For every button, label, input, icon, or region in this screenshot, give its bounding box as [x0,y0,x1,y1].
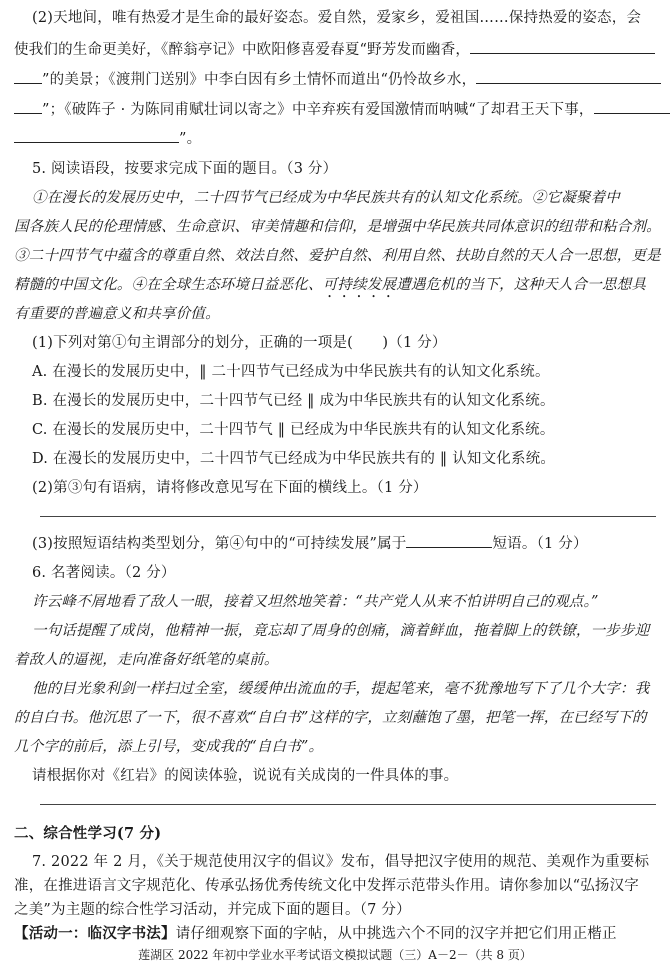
q5-sub3-text-a: (3)按照短语结构类型划分，第④句中的“可持续发展”属于 [32,536,407,552]
q5-dotted-phrase: 可持续发展 [322,277,397,293]
q5-option-c[interactable]: C. 在漫长的发展历史中，二十四节气 ‖ 已经成为中华民族共有的认知文化系统。 [32,422,555,438]
q4-item2-line2 [14,38,656,59]
q5-sub3-blank[interactable] [406,533,492,548]
q4-item2-text1: (2)天地间，唯有热爱才是生命的最好姿态。爱自然，爱家乡，爱祖国……保持热爱的姿态，会 [32,10,642,26]
activity1-tag: 【活动一：临汉字书法】 [14,925,176,942]
q4-item2-text3: ”的美景；《渡荆门送别》中李白因有乡土情怀而道出“仍怜故乡水， [42,72,477,88]
q5-sub3 [14,532,656,553]
q5-option-b[interactable]: B. 在漫长的发展历史中，二十四节气已经 ‖ 成为中华民族共有的认知文化系统。 [32,393,555,409]
q4-item2-line3 [14,68,656,89]
q4-item2-text4: ”；《破阵子 · 为陈同甫赋壮词以寄之》中辛弃疾有爱国激情而呐喊“了却君王天下事， [42,102,594,118]
q6-excerpt-line1: 许云峰不屑地看了敌人一眼，接着又坦然地笑着：“共产党人从来不怕讲明自己的观点。” [32,594,599,610]
q5-option-d[interactable]: D. 在漫长的发展历史中，二十四节气已经成为中华民族共有的 ‖ 认知文化系统。 [32,451,556,467]
q5-passage-line2: 国各族人民的伦理情感、生命意识、审美情趣和信仰，是增强中华民族共同体意识的纽带和粘合剂。 [14,219,661,235]
q4-item2-line5 [14,127,656,148]
q6-prompt: 请根据你对《红岩》的阅读体验，说说有关成岗的一件具体的事。 [32,768,459,784]
q4-item2-line4 [14,98,656,119]
q5-title: 5. 阅读语段，按要求完成下面的题目。（3 分） [32,161,338,177]
q6-answer-line[interactable] [40,804,656,805]
blank-2-cont[interactable] [14,99,42,114]
q6-excerpt-line2: 一句话提醒了成岗，他精神一振，竟忘却了周身的创痛，滴着鲜血，拖着脚上的铁镣，一步步迎 [32,623,650,639]
section2-title: 二、综合性学习(7 分) [14,825,162,842]
q6-title: 6. 名著阅读。（2 分） [32,565,176,581]
activity1-text: 请仔细观察下面的字帖，从中挑选六个不同的汉字并把它们用正楷正 [175,926,617,942]
blank-1-cont[interactable] [14,69,42,84]
q5-sub2-title: (2)第③句有语病，请将修改意见写在下面的横线上。（1 分） [32,480,428,496]
q6-excerpt-line3: 着敌人的逼视，走向准备好纸笔的桌前。 [14,652,279,668]
q4-item2-text5: ”。 [179,131,202,147]
activity1-line [14,922,656,943]
q4-item2-text2: 使我们的生命更美好，《醉翁亭记》中欧阳修喜爱春夏“野芳发而幽香， [14,42,471,58]
q5-passage-line1: ①在漫长的发展历史中，二十四节气已经成为中华民族共有的认知文化系统。②它凝聚着中 [32,190,620,206]
q7-line2: 准，在推进语言文字规范化、传承弘扬优秀传统文化中发挥示范带头作用。请你参加以“弘扬汉字 [14,878,640,894]
q5-sub3-text-b: 短语。（1 分） [492,536,588,552]
page-footer: 莲湖区 2022 年初中学业水平考试语文模拟试题（三）A－2－（共 8 页） [138,948,532,962]
blank-3-cont[interactable] [14,128,179,143]
q7-line1: 7. 2022 年 2 月，《关于规范使用汉字的倡议》发布，倡导把汉字使用的规范、美观作为重要标 [32,854,650,870]
q4-item2-line1 [14,6,656,27]
q6-excerpt-line4: 他的目光象利剑一样扫过全室，缓缓伸出流血的手，提起笔来，毫不犹豫地写下了几个大字：我 [32,681,650,697]
q7-line3: 之美”为主题的综合性学习活动，并完成下面的题目。（7 分） [14,902,411,918]
blank-1[interactable] [470,39,655,54]
q5-passage-line4 [14,273,656,301]
q6-excerpt-line6: 几个字的前后，添上引号，变成我的“自白书”。 [14,739,324,755]
blank-2[interactable] [476,69,661,84]
q5-passage-line4-head: 精髓的中国文化。④在全球生态环境日益恶化、 [14,277,323,293]
q5-sub1-title: (1)下列对第①句主谓部分的划分，正确的一项是( )（1 分） [32,335,447,351]
q5-passage-line3: ③二十四节气中蕴含的尊重自然、效法自然、爱护自然、利用自然、扶助自然的天人合一思想，更是 [14,248,661,264]
q5-sub2-answer-line[interactable] [40,516,656,517]
q6-excerpt-line5: 的自白书。他沉思了一下，很不喜欢“自白书”这样的字，立刻蘸饱了墨，把笔一挥，在已经写下的 [14,710,647,726]
blank-3[interactable] [594,99,670,114]
q5-passage-line5: 有重要的普遍意义和共享价值。 [14,306,220,322]
q5-passage-line4-tail: 遭遇危机的当下，这种天人合一思想具 [396,277,647,293]
q5-option-a[interactable]: A. 在漫长的发展历史中，‖ 二十四节气已经成为中华民族共有的认知文化系统。 [32,364,550,380]
